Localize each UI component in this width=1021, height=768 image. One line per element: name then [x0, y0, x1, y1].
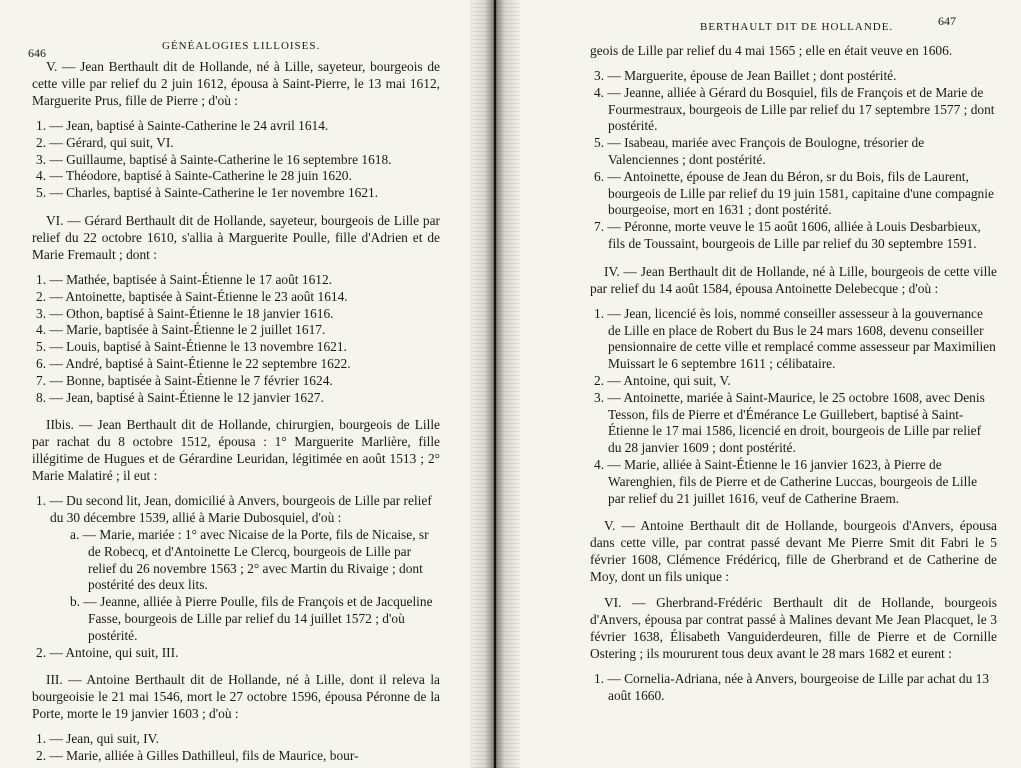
list-item: 5. — Isabeau, mariée avec François de Boulogne, trésorier de Valenciennes ; dont postérité. — [594, 135, 925, 167]
page-number: 647 — [938, 14, 956, 28]
list-item: 4. — Théodore, baptisé à Sainte-Catherine le 28 juin 1620. — [36, 168, 352, 184]
children-list — [32, 272, 440, 406]
children-list — [32, 731, 440, 765]
list-item: 1. — Cornelia-Adriana, née à Anvers, bourgeoise de Lille par achat du 13 août 1660. — [594, 671, 990, 704]
paragraph: III. — Antoine Berthault dit de Hollande, né à Lille, dont il releva la bourgeoisie le 21 mai 1546, mort le 27 octobre 1596, épousa Péronne de la Porte, morte le 19 janvier 1603 ; d'où : — [32, 672, 440, 722]
right-page — [520, 0, 1021, 768]
paragraph: V. — Antoine Berthault dit de Hollande, bourgeois d'Anvers, épousa dans cette ville, par contrat passé devant Me Pierre Smit dit Fabri le 5 février 1608, Clémence Frédéricq, fille de Gherbrand et de Catherine de Moy, dont un fils unique : — [590, 518, 997, 585]
sub-list-item: a. — Marie, mariée : 1° avec Nicaise de la Porte, fils de Nicaise, sr de Robecq, et d'Antoinette Le Clercq, bourgeois de Lille par relief du 26 novembre 1563 ; 2° avec Martin du Rivaige ; dont postérité des deux lits. — [70, 526, 429, 593]
paragraph: VI. — Gherbrand-Frédéric Berthault dit de Hollande, bourgeois d'Anvers, épousa par contrat passé à Malines devant Me Jean Placquet, le 3 février 1638, Élisabeth Vanguiderdeuren, fille de Pierre et de Cornille Ostering ; ils moururent tous deux avant le 28 mars 1682 et eurent : — [590, 595, 997, 662]
children-list — [32, 118, 440, 202]
running-head: BERTHAULT DIT DE HOLLANDE. — [700, 21, 894, 33]
left-page-body — [0, 58, 470, 765]
list-item: 7. — Bonne, baptisée à Saint-Étienne le 7 février 1624. — [36, 372, 333, 388]
list-item: 1. — Du second lit, Jean, domicilié à Anvers, bourgeois de Lille par relief du 30 décembre 1539, allié à Marie Dubosquiel, d'où : — [36, 493, 432, 526]
list-item: 5. — Louis, baptisé à Saint-Étienne le 13 novembre 1621. — [36, 339, 347, 355]
paragraph: V. — Jean Berthault dit de Hollande, né à Lille, sayeteur, bourgeois de cette ville par relief du 2 juin 1612, épousa à Saint-Pierre, le 13 mai 1612, Marguerite Prus, fille de Pierre ; d'où : — [32, 59, 440, 108]
list-item: 2. — Antoine, qui suit, III. — [36, 644, 179, 660]
list-item: 2. — Antoine, qui suit, V. — [594, 372, 731, 388]
list-item: 1. — Mathée, baptisée à Saint-Étienne le 17 août 1612. — [36, 271, 332, 287]
paragraph: VI. — Gérard Berthault dit de Hollande, sayeteur, bourgeois de Lille par relief du 22 octobre 1610, s'allia à Marguerite Poulle, fille d'Adrien et de Marie Fremault ; dont : — [32, 212, 440, 262]
list-item: 2. — Marie, alliée à Gilles Dathilleul, fils de Maurice, bour- — [36, 748, 359, 764]
right-page-body — [520, 42, 1021, 705]
list-item: 3. — Guillaume, baptisé à Sainte-Catherine le 16 septembre 1618. — [36, 151, 392, 167]
spine-line — [494, 0, 496, 768]
children-list — [32, 493, 440, 661]
list-item: 2. — Antoinette, baptisée à Saint-Étienne le 23 août 1614. — [36, 288, 348, 304]
list-item: 6. — André, baptisé à Saint-Étienne le 22 septembre 1622. — [36, 355, 351, 371]
list-item: 1. — Jean, licencié ès lois, nommé conseiller assesseur à la gouvernance de Lille en place de Robert du Bus le 24 mars 1608, devenu conseiller pensionnaire de cette ville et remplacé comme assesseur par Maximilien Muissart le 6 septembre 1611 ; célibataire. — [594, 305, 996, 372]
children-list — [590, 306, 997, 508]
sub-list-item: b. — Jeanne, alliée à Pierre Poulle, fils de François et de Jacqueline Fasse, bourgeois de Lille par relief du 14 juillet 1572 ; d'où postérité. — [70, 594, 433, 643]
book-gutter — [470, 0, 520, 768]
list-item: 3. — Antoinette, mariée à Saint-Maurice, le 25 octobre 1608, avec Denis Tesson, fils de Pierre et d'Émérance Le Guillebert, baptisé à Saint-Étienne le 17 mai 1586, licencié en droit, bourgeois de Lille par relief du 28 janvier 1609 ; dont postérité. — [594, 389, 985, 456]
list-item: 1. — Jean, baptisé à Sainte-Catherine le 24 avril 1614. — [36, 118, 329, 133]
list-item: 3. — Othon, baptisé à Saint-Étienne le 18 janvier 1616. — [36, 305, 334, 321]
list-item: 7. — Péronne, morte veuve le 15 août 1606, alliée à Louis Desbarbieux, fils de Toussaint, bourgeois de Lille par relief du 30 septembre 1591. — [594, 219, 981, 251]
list-item: 5. — Charles, baptisé à Sainte-Catherine le 1er novembre 1621. — [36, 185, 379, 201]
list-item: 2. — Gérard, qui suit, VI. — [36, 134, 174, 150]
running-head: GÉNÉALOGIES LILLOISES. — [162, 40, 321, 52]
list-item: 3. — Marguerite, épouse de Jean Baillet ; dont postérité. — [594, 68, 897, 83]
right-page-header — [520, 0, 1021, 58]
list-item: 4. — Marie, alliée à Saint-Étienne le 16 janvier 1623, à Pierre de Warenghien, fils de Pierre et de Catherine Luccas, bourgeois de Lille par relief du 21 juillet 1616, veuf de Catherine Braem. — [594, 456, 978, 506]
paragraph: IV. — Jean Berthault dit de Hollande, né à Lille, bourgeois de cette ville par relief du 14 août 1584, épousa Antoinette Delebecque ; d'où : — [590, 263, 997, 296]
list-item: 4. — Jeanne, alliée à Gérard du Bosquiel, fils de François et de Marie de Fourmestraux, bourgeois de Lille par relief du 17 septembre 1577 ; dont postérité. — [594, 84, 995, 134]
paragraph-continuation: geois de Lille par relief du 4 mai 1565 ; elle en était veuve en 1606. — [590, 43, 953, 58]
left-page-header — [0, 0, 470, 58]
left-page — [0, 0, 470, 768]
list-item: 8. — Jean, baptisé à Saint-Étienne le 12 janvier 1627. — [36, 389, 324, 405]
list-item: 4. — Marie, baptisée à Saint-Étienne le 2 juillet 1617. — [36, 322, 326, 338]
list-item: 1. — Jean, qui suit, IV. — [36, 731, 159, 747]
list-item: 6. — Antoinette, épouse de Jean du Béron, sr du Bois, fils de Laurent, bourgeois de Lille par relief du 19 juin 1581, capitaine d'une compagnie bourgeoise, mort en 1631 ; dont postérité. — [594, 168, 994, 218]
page-number: 646 — [28, 46, 46, 60]
paragraph: IIbis. — Jean Berthault dit de Hollande, chirurgien, bourgeois de Lille par rachat du 8 octobre 1512, épousa : 1° Marguerite Marlière, fille illégitime de Hugues et de Gérardine Leuridan, légitimée en août 1513 ; 2° Marie Malatiré ; il eut : — [32, 417, 440, 484]
children-list — [590, 671, 997, 705]
children-list — [590, 68, 997, 253]
